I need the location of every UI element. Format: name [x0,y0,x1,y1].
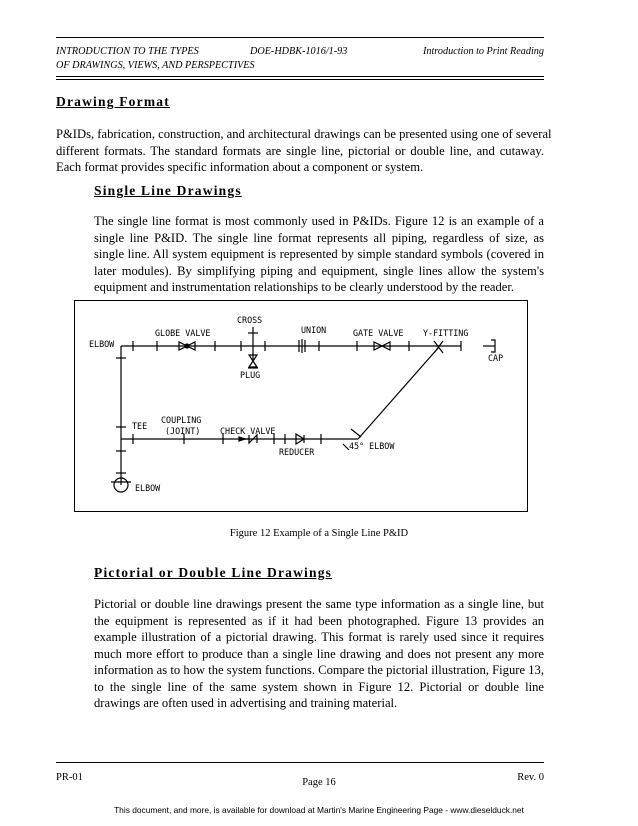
label-cap: CAP [488,353,504,363]
pictorial-text: information as to how the system functions. Compare the pictorial illustration, Figure 13, [94,663,544,677]
label-union: UNION [301,325,327,335]
header-left-line2: OF DRAWINGS, VIEWS, AND PERSPECTIVES [56,60,255,71]
header-left-line1: INTRODUCTION TO THE TYPES [56,46,199,57]
header-rule-bottom-2 [56,79,544,80]
single-line-text: single line P&ID. The single line format represents all piping, regardless of size, as [94,230,544,245]
check-valve-arrow [239,437,245,441]
pictorial-text: drawings are often used in advertising and training material. [94,696,398,710]
footer-rule [56,762,544,763]
label-elbow-45: 45° ELBOW [349,441,395,451]
pictorial-title: Pictorial or Double Line Drawings [94,565,333,580]
elbow-45-tick [351,429,361,437]
label-check-valve: CHECK VALVE [220,426,276,436]
label-elbow-top: ELBOW [89,339,115,349]
single-line-title: Single Line Drawings [94,183,242,198]
footer-download-note: This document, and more, is available for download at Martin's Marine Engineering Page - www.dieselduck.net [114,805,524,815]
globe-valve-dot [185,344,189,348]
section-intro [56,126,552,176]
single-line-text: equipment and instrumentation relationships to be clearly understood by the reader. [94,280,515,294]
single-line-text: later modules). By simplifying piping and equipment, single lines allow the system's [94,263,544,278]
header-rule-bottom-1 [56,76,544,77]
header-rule-top [56,37,544,38]
label-globe-valve: GLOBE VALVE [155,328,211,338]
label-y-fitting: Y-FITTING [423,328,469,338]
pictorial-text: to the single line of the same system shown in Figure 12. Pictorial or double line [94,679,544,694]
single-line-pid-diagram [75,301,527,511]
single-line-text: The single line format is most commonly used in P&IDs. Figure 12 is an example of a [94,214,544,228]
label-plug: PLUG [240,370,261,380]
diagonal-pipe [358,347,439,439]
intro-line: Each format provides specific information about a component or system. [56,160,424,174]
label-gate-valve: GATE VALVE [353,328,404,338]
label-coupling: COUPLING [161,415,202,425]
figure-caption: Figure 12 Example of a Single Line P&ID [229,528,409,539]
footer-page: Page 16 [302,777,336,788]
figure-frame [74,300,528,512]
label-cross: CROSS [237,315,263,325]
intro-line: different formats. The standard formats are single line, pictorial or double line, and cutaway. [56,143,544,158]
intro-line: P&IDs, fabrication, construction, and architectural drawings can be presented using one of several [56,127,552,141]
footer-left: PR-01 [56,772,83,783]
header-right: Introduction to Print Reading [422,46,544,57]
label-tee: TEE [132,421,148,431]
label-reducer: REDUCER [279,447,315,457]
pictorial-text: much more effort to produce than a single line drawing and does not present any more [94,646,544,661]
pictorial-text: example illustration of a pictorial drawing. This format is rarely used since it requires [94,630,544,644]
section-title: Drawing Format [56,94,170,109]
single-line-paragraph [94,213,544,296]
label-joint: (JOINT) [165,426,201,436]
pictorial-paragraph [94,596,544,712]
header-doc-id: DOE-HDBK-1016/1-93 [250,46,348,57]
pictorial-text: Pictorial or double line drawings present the same type information as a single line, but [94,597,544,611]
pictorial-text: the equipment is represented as if it had been photographed. Figure 13 provides an [94,613,544,628]
label-elbow-bottom: ELBOW [135,483,161,493]
footer-right: Rev. 0 [517,772,544,783]
single-line-text: single line. All system equipment is represented by simple standard symbols (covered in [94,247,544,261]
